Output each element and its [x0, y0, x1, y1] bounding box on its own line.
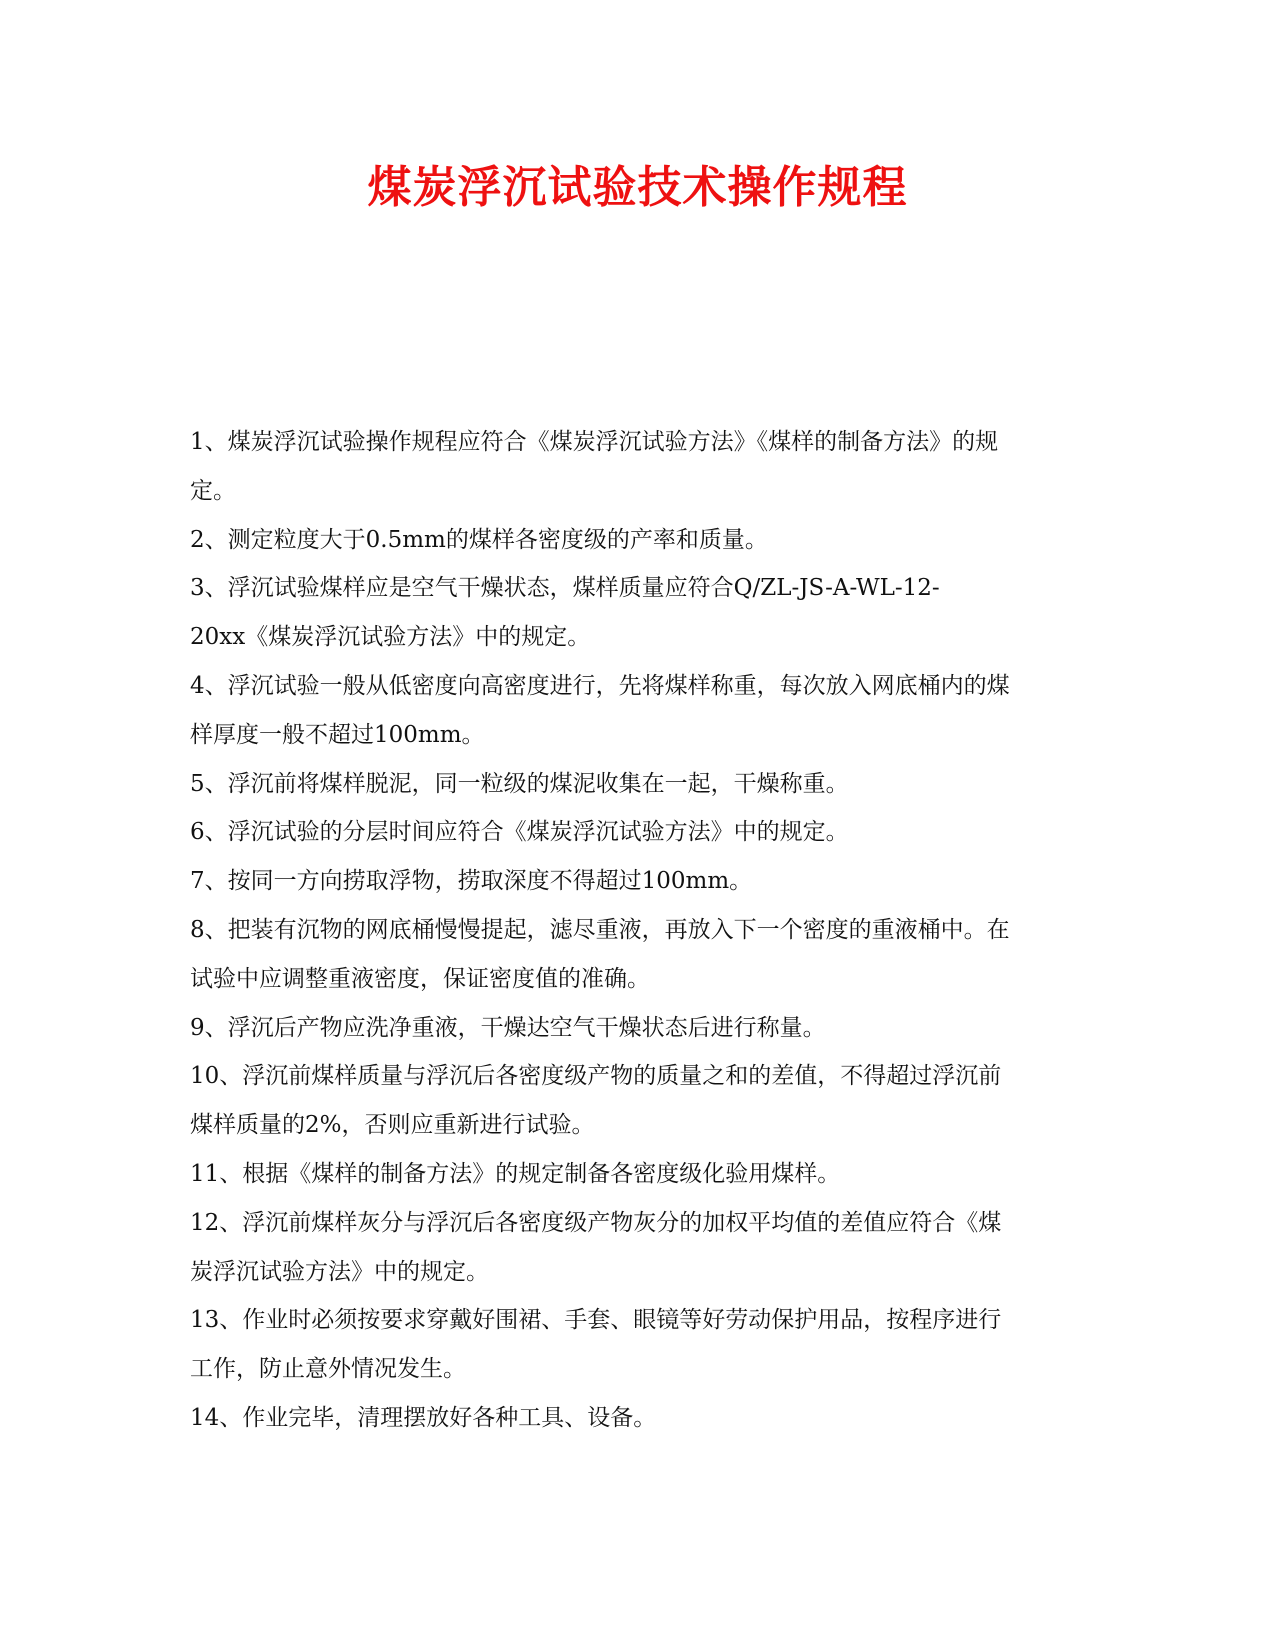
list-item: 12、浮沉前煤样灰分与浮沉后各密度级产物灰分的加权平均值的差值应符合《煤 炭浮沉试验方法》中的规定。 — [190, 1209, 1002, 1285]
list-item: 10、浮沉前煤样质量与浮沉后各密度级产物的质量之和的差值，不得超过浮沉前 煤样质量的2%，否则应重新进行试验。 — [190, 1063, 1002, 1139]
page-title: 煤炭浮沉试验技术操作规程 — [367, 162, 908, 213]
list-item: 3、浮沉试验煤样应是空气干燥状态，煤样质量应符合Q/ZL-JS-A-WL-12- 20xx《煤炭浮沉试验方法》中的规定。 — [190, 575, 940, 651]
document-body — [190, 418, 1082, 1443]
list-item: 4、浮沉试验一般从低密度向高密度进行，先将煤样称重，每次放入网底桶内的煤 样厚度一般不超过100mm。 — [190, 672, 1010, 748]
list-item: 8、把装有沉物的网底桶慢慢提起，滤尽重液，再放入下一个密度的重液桶中。在 试验中应调整重液密度，保证密度值的准确。 — [190, 916, 1010, 992]
list-item: 1、煤炭浮沉试验操作规程应符合《煤炭浮沉试验方法》《煤样的制备方法》的规 定。 — [190, 429, 999, 504]
list-item: 9、浮沉后产物应洗净重液，干燥达空气干燥状态后进行称量。 — [190, 1014, 826, 1041]
list-item: 2、测定粒度大于0.5mm的煤样各密度级的产率和质量。 — [190, 526, 768, 553]
list-item: 7、按同一方向捞取浮物，捞取深度不得超过100mm。 — [190, 868, 753, 895]
list-item: 13、作业时必须按要求穿戴好围裙、手套、眼镜等好劳动保护用品，按程序进行 工作，防止意外情况发生。 — [190, 1307, 1002, 1383]
list-item: 5、浮沉前将煤样脱泥，同一粒级的煤泥收集在一起，干燥称重。 — [190, 770, 849, 797]
list-item: 11、根据《煤样的制备方法》的规定制备各密度级化验用煤样。 — [190, 1160, 841, 1187]
list-item: 6、浮沉试验的分层时间应符合《煤炭浮沉试验方法》中的规定。 — [190, 819, 849, 846]
list-item: 14、作业完毕，清理摆放好各种工具、设备。 — [190, 1404, 657, 1431]
